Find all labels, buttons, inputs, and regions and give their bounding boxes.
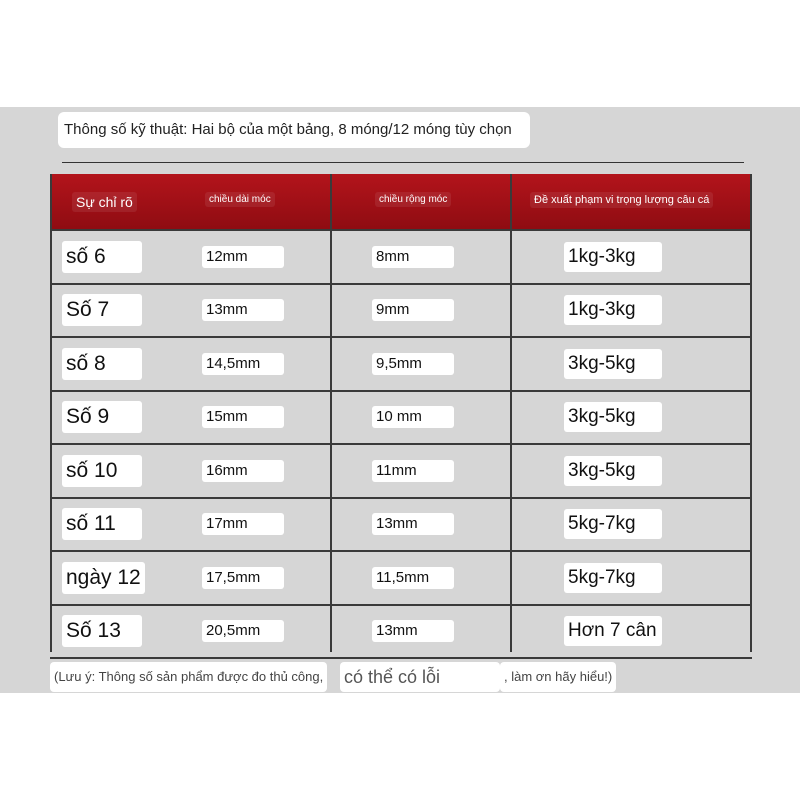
spec-cell: số 8 (62, 348, 142, 380)
grid-hline (50, 336, 752, 338)
spec-table (50, 174, 752, 652)
hook-length-cell: 16mm (202, 460, 284, 482)
spec-cell: số 10 (62, 455, 142, 487)
grid-vline (510, 174, 512, 652)
note-text: (Lưu ý: Thông số sản phẩm được đo thủ công, (50, 662, 327, 692)
hook-length-cell: 17mm (202, 513, 284, 535)
divider (62, 162, 744, 163)
grid-hline (50, 229, 752, 231)
grid-vline (750, 174, 752, 652)
hook-length-cell: 14,5mm (202, 353, 284, 375)
header-hook-length: chiều dài móc (205, 192, 275, 207)
header-spec: Sự chỉ rõ (72, 192, 137, 212)
hook-width-cell: 8mm (372, 246, 454, 268)
hook-length-cell: 13mm (202, 299, 284, 321)
hook-length-cell: 12mm (202, 246, 284, 268)
grid-vline (50, 174, 52, 652)
hook-length-cell: 20,5mm (202, 620, 284, 642)
grid-vline (330, 174, 332, 652)
hook-width-cell: 11,5mm (372, 567, 454, 589)
spec-cell: Số 7 (62, 294, 142, 326)
weight-range-cell: Hơn 7 cân (564, 616, 662, 646)
grid-hline (50, 604, 752, 606)
weight-range-cell: 1kg-3kg (564, 295, 662, 325)
hook-length-cell: 17,5mm (202, 567, 284, 589)
header-weight-range: Đề xuất phạm vi trọng lượng câu cá (530, 192, 713, 208)
weight-range-cell: 3kg-5kg (564, 402, 662, 432)
weight-range-cell: 3kg-5kg (564, 456, 662, 486)
spec-cell: Số 9 (62, 401, 142, 433)
weight-range-cell: 3kg-5kg (564, 349, 662, 379)
grid-hline (50, 283, 752, 285)
spec-cell: số 11 (62, 508, 142, 540)
hook-width-cell: 13mm (372, 620, 454, 642)
hook-width-cell: 9mm (372, 299, 454, 321)
grid-hline (50, 657, 752, 659)
hook-length-cell: 15mm (202, 406, 284, 428)
hook-width-cell: 10 mm (372, 406, 454, 428)
note-error-text: có thể có lỗi (340, 662, 500, 692)
page-title: Thông số kỹ thuật: Hai bộ của một bảng, 8 móng/12 móng tùy chọn (58, 112, 530, 148)
spec-cell: số 6 (62, 241, 142, 273)
grid-hline (50, 390, 752, 392)
weight-range-cell: 5kg-7kg (564, 563, 662, 593)
grid-hline (50, 443, 752, 445)
hook-width-cell: 13mm (372, 513, 454, 535)
hook-width-cell: 11mm (372, 460, 454, 482)
weight-range-cell: 5kg-7kg (564, 509, 662, 539)
header-hook-width: chiều rộng móc (375, 192, 451, 207)
spec-cell: Số 13 (62, 615, 142, 647)
note-end-text: , làm ơn hãy hiểu!) (500, 662, 616, 692)
spec-cell: ngày 12 (62, 562, 145, 594)
grid-hline (50, 497, 752, 499)
grid-hline (50, 550, 752, 552)
hook-width-cell: 9,5mm (372, 353, 454, 375)
weight-range-cell: 1kg-3kg (564, 242, 662, 272)
